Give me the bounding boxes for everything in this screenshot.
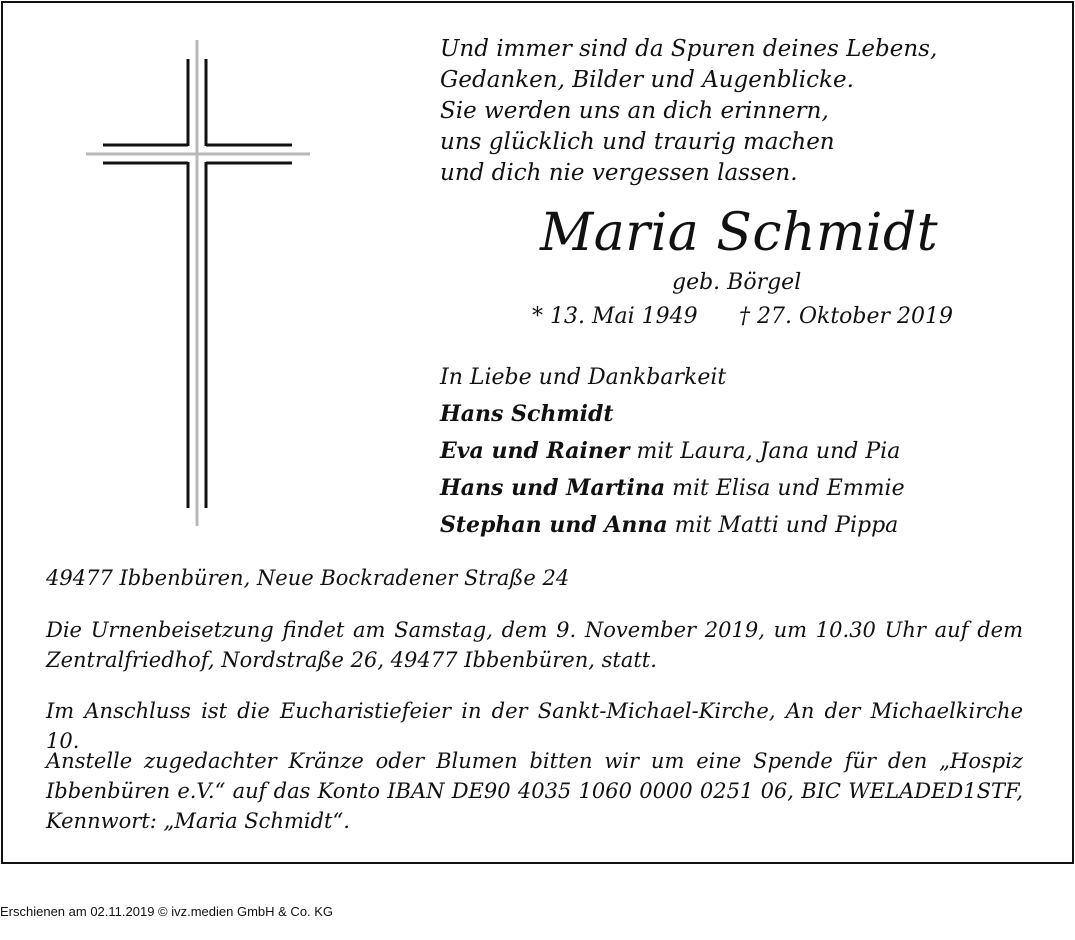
mourner-line [440, 507, 905, 544]
mourner-names: Hans Schmidt [440, 401, 614, 427]
cross-icon [86, 40, 310, 526]
mourner-children: mit Laura, Jana und Pia [629, 439, 901, 464]
mourner-line [440, 433, 905, 470]
donation-info: Anstelle zugedachter Kränze oder Blumen bitten wir um eine Spende für den „Hospiz Ibbenbüren e.V.“ auf das Konto IBAN DE90 4035 1060 0000 0251 06, BIC WELADED1STF, Kennwort: „Maria Schmidt“. [46, 749, 1023, 833]
mourner-children: mit Elisa und Emmie [665, 476, 905, 501]
mourners-intro: In Liebe und Dankbarkeit [440, 365, 727, 390]
mourners-list [440, 360, 905, 544]
mass-info: Im Anschluss ist die Eucharistiefeier in der Sankt-Michael-Kirche, An der Michaelkirche 10. [46, 699, 1023, 753]
poem-line: Sie werden uns an dich erinnern, [440, 98, 829, 124]
burial-info: Die Urnenbeisetzung findet am Samstag, dem 9. November 2019, um 10.30 Uhr auf dem Zentralfriedhof, Nordstraße 26, 49477 Ibbenbüren, statt. [46, 618, 1023, 672]
poem-line: Gedanken, Bilder und Augenblicke. [440, 67, 854, 93]
mourner-children: mit Matti und Pippa [667, 513, 899, 538]
mourner-line [440, 470, 905, 507]
poem [440, 34, 937, 189]
publication-footer: Erschienen am 02.11.2019 © ivz.medien GmbH & Co. KG [0, 904, 334, 919]
maiden-name: geb. Börgel [672, 270, 802, 295]
birth-date: * 13. Mai 1949 [532, 304, 698, 329]
poem-line: Und immer sind da Spuren deines Lebens, [440, 36, 938, 62]
mourner-line [440, 396, 905, 433]
death-date: † 27. Oktober 2019 [739, 304, 954, 329]
mourner-names: Hans und Martina [440, 475, 666, 501]
poem-line: und dich nie vergessen lassen. [440, 160, 798, 186]
mourner-names: Eva und Rainer [440, 438, 630, 464]
poem-line: uns glücklich und traurig machen [440, 129, 835, 155]
mourner-names: Stephan und Anna [440, 512, 668, 538]
deceased-name: Maria Schmidt [540, 203, 939, 263]
address: 49477 Ibbenbüren, Neue Bockradener Straße 24 [46, 566, 570, 590]
